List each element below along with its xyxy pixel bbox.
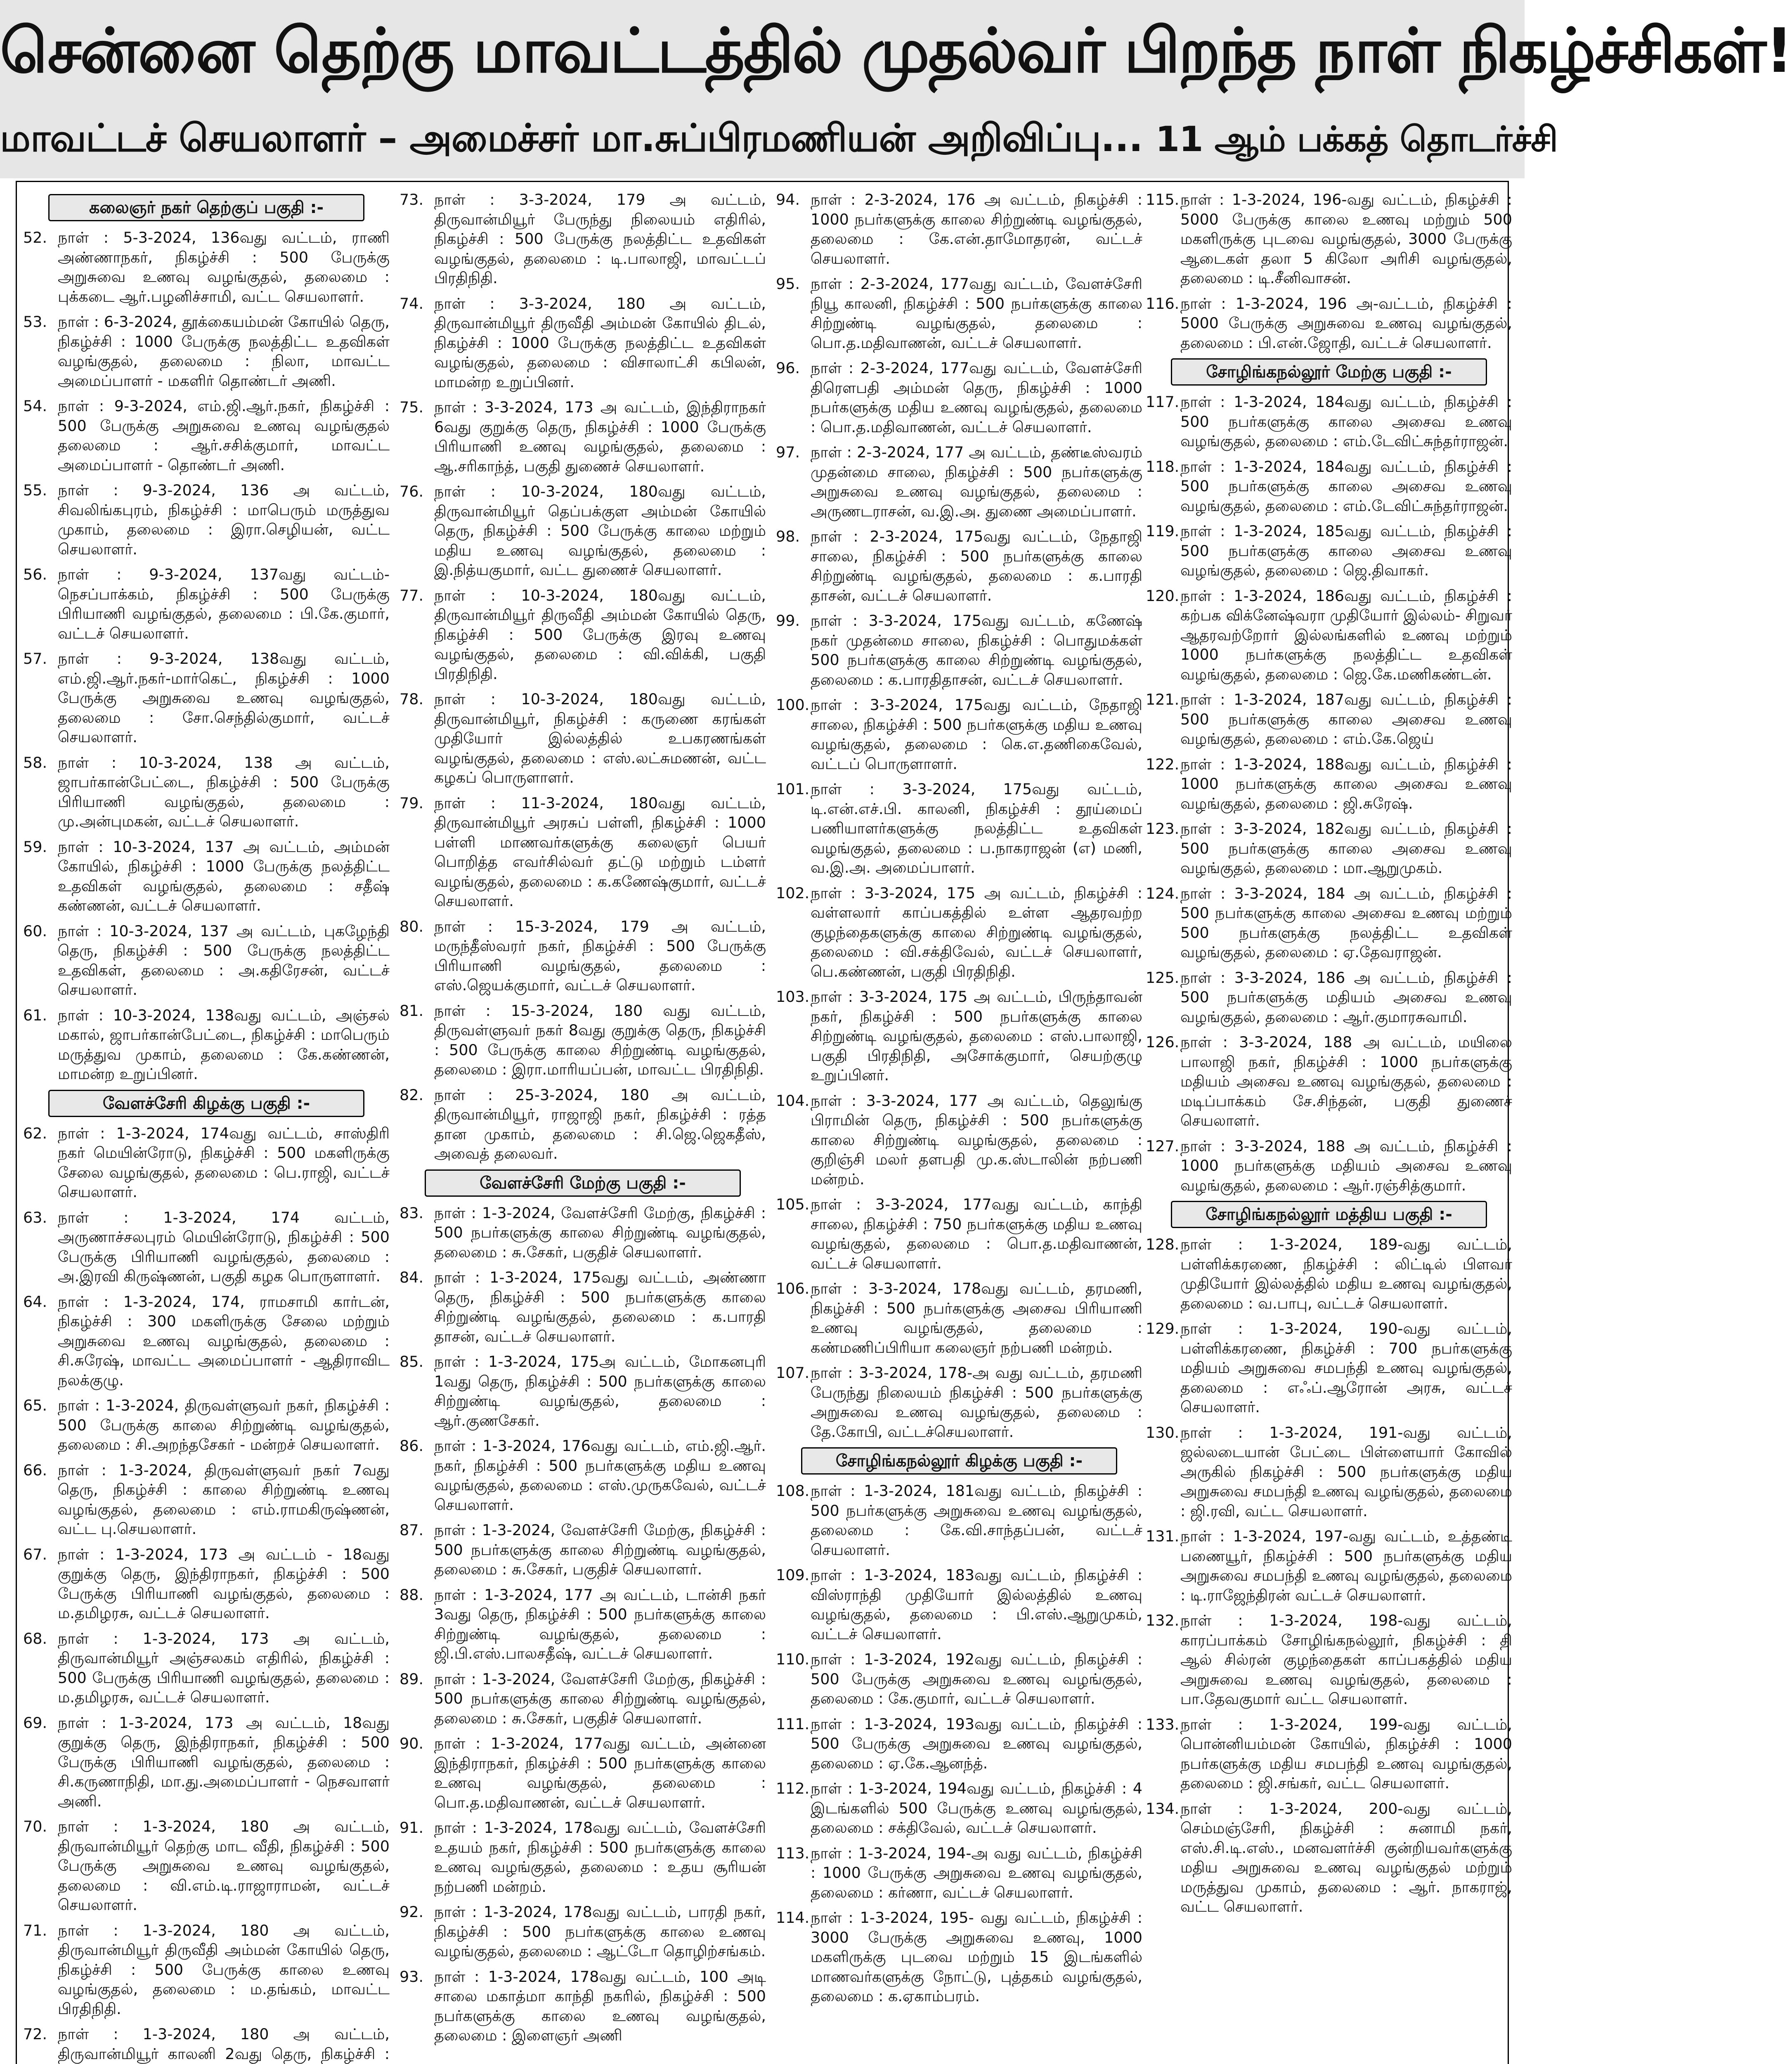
event-text: நாள் : 1-3-2024, 194-அ வது வட்டம், நிகழ்ச்சி : 1000 பேருக்கு அறுசுவை உணவு வழங்குதல், தலைமை : கர்ணா, வட்டச் செயலாளர்.	[811, 1844, 1142, 1901]
event-text: நாள் : 1-3-2024, 180 அ வட்டம், திருவான்மியூர் காலனி 2வது தெரு, நிகழ்ச்சி :	[58, 2025, 390, 2063]
event-number: 55.	[23, 481, 47, 499]
event-text: நாள் : 1-3-2024, 173 அ வட்டம் - 18வது குறுக்கு தெரு, இந்திராநகர், நிகழ்ச்சி : 500 பேருக்கு பிரியாணி வழங்குதல், தலைமை : ம.தமிழரசு, வட்டச் செயலாளர்.	[58, 1545, 390, 1622]
event-number: 114.	[776, 1909, 810, 1927]
event-number: 87.	[400, 1521, 424, 1539]
event-text: நாள் : 1-3-2024, 188வது வட்டம், நிகழ்ச்சி : 1000 நபர்களுக்கு காலை அசைவ உணவு வழங்குதல், தலைமை : ஜி.சுரேஷ்.	[1180, 755, 1512, 812]
event-number: 120.	[1146, 587, 1180, 605]
event-item	[400, 1203, 766, 1262]
column-1	[23, 190, 390, 2064]
event-item	[1146, 1235, 1512, 1313]
event-text: நாள் : 1-3-2024, 175அ வட்டம், மோகனபுரி 1வது தெரு, நிகழ்ச்சி : 500 நபர்களுக்கு காலை சிற்றுண்டி வழங்குதல், தலைமை : ஆர்.குணசேகர்.	[434, 1353, 766, 1430]
event-text: நாள் : 1-3-2024, 177வது வட்டம், அன்னை இந்திராநகர், நிகழ்ச்சி : 500 நபர்களுக்கு காலை உணவு வழங்குதல், தலைமை : பொ.த.மதிவாணன், வட்டச் செயலாளர்.	[434, 1735, 766, 1811]
event-number: 94.	[776, 191, 800, 208]
event-item	[23, 921, 390, 1000]
event-text: நாள் : 1-3-2024, 178வது வட்டம், 100 அடி சாலை மகாத்மா காந்தி நகரில், நிகழ்ச்சி : 500 நபர்களுக்கு காலை உணவு வழங்குதல், தலைமை : இளைஞர் அணி	[434, 1967, 766, 2044]
event-text: நாள் : 10-3-2024, 138வது வட்டம், அஞ்சல் மகால், ஜாபர்கான்பேட்டை, நிகழ்ச்சி : மாபெரும் மருத்துவ முகாம், தலைமை : கே.கண்ணன், மாமன்ற உறுப்பினர்.	[58, 1006, 390, 1083]
event-text: நாள் : 1-3-2024, 193வது வட்டம், நிகழ்ச்சி : 500 பேருக்கு அறுசுவை உணவு வழங்குதல், தலைமை : ஏ.கே.ஆனந்த்.	[811, 1715, 1142, 1772]
event-text: நாள் : 2-3-2024, 177 அ வட்டம், தண்டீஸ்வரம் முதன்மை சாலை, நிகழ்ச்சி : 500 நபர்களுக்கு அறுசுவை உணவு வழங்குதல், தலைமை : அருணடராசன், வ.இ.அ. துணை அமைப்பாளர்.	[811, 443, 1142, 520]
event-number: 89.	[400, 1670, 424, 1688]
event-text: நாள் : 3-3-2024, 175வது வட்டம், நேதாஜி சாலை, நிகழ்ச்சி : 500 நபர்களுக்கு மதிய உணவு வழங்குதல், தலைமை : கெ.எ.தணிகைவேல், வட்டப் பொருளாளர்.	[811, 696, 1142, 773]
event-item	[23, 1817, 390, 1915]
event-number: 90.	[400, 1735, 424, 1752]
event-item	[23, 1124, 390, 1202]
column-4	[1146, 190, 1512, 2064]
event-item	[1146, 1032, 1512, 1131]
event-item	[400, 917, 766, 995]
event-item	[1146, 392, 1512, 451]
event-number: 93.	[400, 1967, 424, 1986]
event-number: 95.	[776, 275, 800, 293]
event-item	[1146, 1136, 1512, 1195]
event-number: 101.	[776, 780, 810, 798]
event-item	[23, 1460, 390, 1539]
event-item	[400, 1734, 766, 1812]
event-number: 59.	[23, 838, 47, 856]
event-number: 65.	[23, 1397, 47, 1414]
event-text: நாள் : 1-3-2024, 174வது வட்டம், சாஸ்திரி நகர் மெயின்ரோடு, நிகழ்ச்சி : 500 மகளிருக்கு சேலை வழங்குதல், தலைமை : பெ.ராஜி, வட்டச் செயலாளர்.	[58, 1124, 390, 1201]
event-number: 60.	[23, 922, 47, 940]
event-number: 134.	[1146, 1799, 1180, 1818]
event-item	[400, 1818, 766, 1896]
event-number: 66.	[23, 1461, 47, 1479]
event-number: 52.	[23, 229, 47, 246]
event-number: 128.	[1146, 1236, 1180, 1253]
event-number: 117.	[1146, 393, 1180, 411]
event-item	[776, 987, 1142, 1085]
event-text: நாள் : 15-3-2024, 179 அ வட்டம், மருந்தீஸ்வரர் நகர், நிகழ்ச்சி : 500 பேருக்கு பிரியாணி வழங்குதல், தலைமை : எஸ்.ஜெயக்குமார், வட்டச் செயலாளர்.	[434, 917, 766, 994]
event-text: நாள் : 1-3-2024, 173 அ வட்டம், திருவான்மியூர் அஞ்சலகம் எதிரில், நிகழ்ச்சி : 500 பேருக்கு பிரியாணி வழங்குதல், தலைமை : ம.தமிழரசு, வட்டச் செயலாளர்.	[58, 1629, 390, 1706]
event-text: நாள் : 1-3-2024, 180 அ வட்டம், திருவான்மியூர் திருவீதி அம்மன் கோயில் தெரு, நிகழ்ச்சி : 500 பேருக்கு காலை உணவு வழங்குதல், தலைமை : ம.தங்கம், மாவட்ட பிரதிநிதி.	[58, 1921, 390, 2018]
event-item	[776, 1195, 1142, 1273]
event-item	[1146, 819, 1512, 878]
event-number: 109.	[776, 1566, 810, 1584]
event-item	[23, 837, 390, 916]
event-text: நாள் : 1-3-2024, 199-வது வட்டம், பொன்னியம்மன் கோயில், நிகழ்ச்சி : 1000 நபர்களுக்கு மதிய சமபந்தி உணவு வழங்குதல், தலைமை : ஜி.சங்கர், வட்ட செயலாளர்.	[1180, 1715, 1512, 1792]
event-item	[400, 793, 766, 911]
event-text: நாள் : 2-3-2024, 177வது வட்டம், வேளச்சேரி நியூ காலனி, நிகழ்ச்சி : 500 நபர்களுக்கு காலை சிற்றுண்டி வழங்குதல், தலைமை : பொ.த.மதிவாணன், வட்டச் செயலாளர்.	[811, 275, 1142, 352]
section-heading: சோழிங்கநல்லூர் மத்திய பகுதி :-	[1171, 1201, 1487, 1228]
event-item	[776, 1714, 1142, 1773]
event-item	[400, 1352, 766, 1430]
event-number: 121.	[1146, 691, 1180, 708]
event-item	[23, 1292, 390, 1390]
event-number: 113.	[776, 1844, 810, 1862]
page-continuation-note: 11 ஆம் பக்கத் தொடர்ச்சி	[1155, 119, 1558, 159]
event-number: 105.	[776, 1195, 810, 1213]
event-number: 106.	[776, 1280, 810, 1297]
event-number: 108.	[776, 1482, 810, 1500]
event-number: 81.	[400, 1001, 424, 1020]
event-item	[23, 2024, 390, 2064]
event-item	[776, 695, 1142, 774]
event-item	[23, 1713, 390, 1811]
event-text: நாள் : 1-3-2024, 180 அ வட்டம், திருவான்மியூர் தெற்கு மாட வீதி, நிகழ்ச்சி : 500 பேருக்கு அறுசுவை உணவு வழங்குதல், தலைமை : வி.எம்.டி.ராஜாராமன், வட்டச் செயலாளர்.	[58, 1818, 390, 1914]
event-item	[776, 1844, 1142, 1903]
event-item	[23, 1545, 390, 1623]
event-item	[776, 1650, 1142, 1709]
event-text: நாள் : 1-3-2024, 200-வது வட்டம், செம்மஞ்சேரி, நிகழ்ச்சி : சுனாமி நகர், எஸ்.சி.டி.எஸ்., மனவளர்ச்சி குன்றியவர்களுக்கு மதிய அறுசுவை உணவு வழங்குதல் மற்றும் மருத்துவ முகாம், தலைமை : ஆர். நாகராஜ், வட்ட செயலாளர்.	[1180, 1799, 1512, 1915]
event-number: 92.	[400, 1903, 424, 1921]
event-number: 119.	[1146, 522, 1180, 540]
event-text: நாள் : 1-3-2024, 187வது வட்டம், நிகழ்ச்சி : 500 நபர்களுக்கு காலை அசைவ உணவு வழங்குதல், தலைமை : எம்.கே.ஜெய்	[1180, 691, 1512, 748]
event-item	[776, 190, 1142, 268]
event-number: 126.	[1146, 1033, 1180, 1051]
event-number: 130.	[1146, 1423, 1180, 1441]
event-text: நாள் : 1-3-2024, 174 வட்டம், அருணாச்சலபுரம் மெயின்ரோடு, நிகழ்ச்சி : 500 பேருக்கு பிரியாணி வழங்குதல், தலைமை : அ.இரவி கிருஷ்ணன், பகுதி கழக பொருளாளர்.	[58, 1208, 390, 1285]
event-item	[400, 689, 766, 788]
event-item	[400, 1268, 766, 1346]
event-number: 62.	[23, 1124, 47, 1142]
event-text: நாள் : 3-3-2024, 177 அ வட்டம், தெலுங்கு பிராமின் தெரு, நிகழ்ச்சி : 500 நபர்களுக்கு காலை சிற்றுண்டி வழங்குதல், தலைமை : குறிஞ்சி மலர் தளபதி மு.க.ஸ்டாலின் நற்பணி மன்றம்.	[811, 1091, 1142, 1188]
section-heading: சோழிங்கநல்லூர் கிழக்கு பகுதி :-	[801, 1447, 1117, 1475]
event-item	[776, 1565, 1142, 1644]
event-text: நாள் : 10-3-2024, 137 அ வட்டம், அம்மன் கோயில், நிகழ்ச்சி : 1000 பேருக்கு நலத்திட்ட உதவிகள் வழங்குதல், தலைமை : சதீஷ் கண்ணன், வட்டச் செயலாளர்.	[58, 838, 390, 914]
event-number: 131.	[1146, 1527, 1180, 1545]
event-text: நாள் : 3-3-2024, 188 அ வட்டம், மயிலை பாலாஜி நகர், நிகழ்ச்சி : 1000 நபர்களுக்கு மதியம் அசைவ உணவு வழங்குதல், தலைமை : மடிப்பாக்கம் சே.சிந்தன், பகுதி துணைச் செயலாளர்.	[1180, 1033, 1512, 1129]
event-text: நாள் : 1-3-2024, திருவள்ளுவர் நகர், நிகழ்ச்சி : 500 பேருக்கு காலை சிற்றுண்டி வழங்குதல், தலைமை : சி.அறந்தசேகர் - மன்றச் செயலாளர்.	[58, 1397, 390, 1453]
event-number: 72.	[23, 2025, 47, 2043]
event-text: நாள் : 2-3-2024, 175வது வட்டம், நேதாஜி சாலை, நிகழ்ச்சி : 500 நபர்களுக்கு காலை சிற்றுண்டி வழங்குதல், தலைமை : க.பாரதி தாசன், வட்டச் செயலாளர்.	[811, 528, 1142, 604]
event-number: 99.	[776, 612, 800, 630]
event-text: நாள் : 1-3-2024, வேளச்சேரி மேற்கு, நிகழ்ச்சி : 500 நபர்களுக்கு காலை சிற்றுண்டி வழங்குதல், தலைமை : சு.சேகர், பகுதிச் செயலாளர்.	[434, 1204, 766, 1261]
event-number: 73.	[400, 191, 424, 208]
event-item	[23, 1208, 390, 1286]
event-number: 103.	[776, 988, 810, 1006]
event-text: நாள் : 5-3-2024, 136வது வட்டம், ராணி அண்ணாநகர், நிகழ்ச்சி : 500 பேருக்கு அறுசுவை உணவு வழங்குதல், தலைமை : புக்கடை ஆர்.பழனிச்சாமி, வட்ட செயலாளர்.	[58, 229, 390, 305]
event-text: நாள் : 2-3-2024, 176 அ வட்டம், நிகழ்ச்சி : 1000 நபர்களுக்கு காலை சிற்றுண்டி வழங்குதல், தலைமை : கே.என்.தாமோதரன், வட்டச் செயலாளர்.	[811, 191, 1142, 267]
event-item	[23, 1629, 390, 1707]
event-number: 100.	[776, 696, 810, 714]
event-item	[1146, 1799, 1512, 1917]
event-item	[400, 190, 766, 288]
section-heading: கலைஞர் நகர் தெற்குப் பகுதி :-	[48, 194, 364, 221]
event-item	[776, 1779, 1142, 1838]
event-number: 122.	[1146, 755, 1180, 773]
column-2	[400, 190, 766, 2064]
section-heading: சோழிங்கநல்லூர் மேற்கு பகுதி :-	[1171, 358, 1487, 386]
event-text: நாள் : 1-3-2024, 184வது வட்டம், நிகழ்ச்சி : 500 நபர்களுக்கு காலை அசைவ உணவு வழங்குதல், தலைமை : எம்.டேவிட்சுந்தர்ராஜன்.	[1180, 393, 1512, 450]
event-number: 124.	[1146, 884, 1180, 902]
event-item	[1146, 1423, 1512, 1521]
event-text: நாள் : 6-3-2024, தூக்கையம்மன் கோயில் தெரு, நிகழ்ச்சி : 1000 பேருக்கு நலத்திட்ட உதவிகள் வழங்குதல், தலைமை : நிலா, மாவட்ட அமைப்பாளர் - மகளிர் தொண்டர் அணி.	[58, 313, 390, 390]
event-item	[776, 1363, 1142, 1441]
event-text: நாள் : 9-3-2024, எம்.ஜி.ஆர்.நகர், நிகழ்ச்சி : 500 பேருக்கு அறுசுவை உணவு வழங்குதல் தலைமை : ஆர்.சசிக்குமார், மாவட்ட அமைப்பாளர் - தொண்டர் அணி.	[58, 397, 390, 474]
event-item	[1146, 521, 1512, 580]
event-text: நாள் : 1-3-2024, 175வது வட்டம், அண்ணா தெரு, நிகழ்ச்சி : 500 நபர்களுக்கு காலை சிற்றுண்டி வழங்குதல், தலைமை : க.பாரதி தாசன், வட்டச் செயலாளர்.	[434, 1269, 766, 1345]
event-text: நாள் : 1-3-2024, 186வது வட்டம், நிகழ்ச்சி : கற்பக விக்னேஷ்வரா முதியோர் இல்லம்- சிறுவர் ஆதரவற்றோர் இல்லங்களில் உணவு மற்றும் 1000 நபர்களுக்கு நலத்திட்ட உதவிகள் வழங்குதல், தலைமை : ஜெ.கே.மணிகண்டன்.	[1180, 587, 1512, 683]
event-item	[1146, 586, 1512, 684]
event-item	[400, 1520, 766, 1579]
event-item	[400, 1001, 766, 1079]
event-text: நாள் : 1-3-2024, 177 அ வட்டம், டான்சி நகர் 3வது தெரு, நிகழ்ச்சி : 500 நபர்களுக்கு காலை சிற்றுண்டி வழங்குதல், தலைமை : ஜி.பி.எஸ்.பாலசதீஷ், வட்டச் செயலாளர்.	[434, 1586, 766, 1662]
event-item	[400, 1085, 766, 1164]
event-number: 77.	[400, 586, 424, 604]
event-item	[776, 443, 1142, 521]
event-text: நாள் : 3-3-2024, 184 அ வட்டம், நிகழ்ச்சி : 500 நபர்களுக்கு காலை அசைவ உணவு மற்றும் 500 நபர்களுக்கு நலத்திட்ட உதவிகள் வழங்குதல், தலைமை : ஏ.தேவராஜன்.	[1180, 884, 1512, 961]
event-number: 125.	[1146, 968, 1180, 987]
event-text: நாள் : 15-3-2024, 180 வது வட்டம், திருவள்ளுவர் நகர் 8வது குறுக்கு தெரு, நிகழ்ச்சி : 500 பேருக்கு காலை சிற்றுண்டி வழங்குதல், தலைமை : இரா.மாரியப்பன், மாவட்ட பிரதிநிதி.	[434, 1001, 766, 1078]
event-text: நாள் : 3-3-2024, 178வது வட்டம், தரமணி, நிகழ்ச்சி : 500 நபர்களுக்கு அசைவ பிரியாணி உணவு வழங்குதல், தலைமை : கண்மணிப்பிரியா கலைஞர் நற்பணி மன்றம்.	[811, 1280, 1142, 1356]
event-item	[400, 398, 766, 476]
event-text: நாள் : 1-3-2024, 191-வது வட்டம், ஜல்லடையான் பேட்டை பிள்ளையார் கோவில் அருகில் நிகழ்ச்சி : 500 நபர்களுக்கு மதிய அறுசுவை சமபந்தி உணவு வழங்குதல், தலைமை : ஜி.ரவி, வட்ட செயலாளர்.	[1180, 1423, 1512, 1520]
event-number: 54.	[23, 397, 47, 415]
event-number: 91.	[400, 1819, 424, 1837]
event-number: 57.	[23, 650, 47, 667]
event-number: 74.	[400, 294, 424, 312]
event-text: நாள் : 1-3-2024, வேளச்சேரி மேற்கு, நிகழ்ச்சி : 500 நபர்களுக்கு காலை சிற்றுண்டி வழங்குதல், தலைமை : சு.சேகர், பகுதிச் செயலாளர்.	[434, 1521, 766, 1578]
event-item	[1146, 1319, 1512, 1417]
event-text: நாள் : 3-3-2024, 173 அ வட்டம், இந்திராநகர் 6வது குறுக்கு தெரு, நிகழ்ச்சி : 1000 பேருக்கு பிரியாணி உணவு வழங்குதல், தலைமை : ஆ.சரிகாந்த், பகுதி துணைச் செயலாளர்.	[434, 398, 766, 475]
event-item	[23, 1006, 390, 1084]
event-text: நாள் : 1-3-2024, திருவள்ளுவர் நகர் 7வது தெரு, நிகழ்ச்சி : காலை சிற்றுண்டி உணவு வழங்குதல், தலைமை : எம்.ராமகிருஷ்ணன், வட்ட பு.செயலாளர்.	[58, 1461, 390, 1538]
event-number: 71.	[23, 1921, 47, 1939]
event-item	[776, 1908, 1142, 2006]
headline: சென்னை தெற்கு மாவட்டத்தில் முதல்வர் பிறந்த நாள் நிகழ்ச்சிகள்!	[0, 15, 1792, 86]
event-number: 53.	[23, 313, 47, 331]
event-item	[776, 1279, 1142, 1357]
event-number: 83.	[400, 1204, 424, 1222]
event-text: நாள் : 11-3-2024, 180வது வட்டம், திருவான்மியூர் அரசுப் பள்ளி, நிகழ்ச்சி : 1000 பள்ளி மாணவர்களுக்கு கலைஞர் பெயர் பொறித்த எவர்சில்வர் தட்டு மற்றும் டம்ளர் வழங்குதல், தலைமை : க.கணேஷ்குமார், வட்டச் செயலாளர்.	[434, 794, 766, 910]
event-item	[1146, 457, 1512, 516]
event-number: 97.	[776, 443, 800, 461]
event-item	[776, 611, 1142, 689]
event-text: நாள் : 3-3-2024, 182வது வட்டம், நிகழ்ச்சி : 500 நபர்களுக்கு காலை அசைவ உணவு வழங்குதல், தலைமை : மா.ஆறுமுகம்.	[1180, 820, 1512, 877]
column-3	[776, 190, 1142, 2064]
event-item	[23, 1921, 390, 2019]
event-number: 63.	[23, 1208, 47, 1226]
event-item	[23, 649, 390, 747]
event-text: நாள் : 1-3-2024, 183வது வட்டம், நிகழ்ச்சி : விஸ்ராந்தி முதியோர் இல்லத்தில் உணவு வழங்குதல், தலைமை : பி.எஸ்.ஆறுமுகம், வட்டச் செயலாளர்.	[811, 1566, 1142, 1643]
event-number: 80.	[400, 917, 424, 935]
section-heading: வேளச்சேரி கிழக்கு பகுதி :-	[48, 1090, 364, 1117]
event-text: நாள் : 1-3-2024, 174, ராமசாமி கார்டன், நிகழ்ச்சி : 300 மகளிருக்கு சேலை மற்றும் அறுசுவை உணவு வழங்குதல், தலைமை : சி.சுரேஷ், மாவட்ட அமைப்பாளர் - ஆதிராவிட நலக்குழு.	[58, 1292, 390, 1389]
event-text: நாள் : 10-3-2024, 180வது வட்டம், திருவான்மியூர் தெப்பக்குள அம்மன் கோயில் தெரு, நிகழ்ச்சி : 500 பேருக்கு காலை மற்றும் மதிய உணவு வழங்குதல், தலைமை : இ.நித்யகுமார், வட்ட துணைச் செயலாளர்.	[434, 483, 766, 579]
event-number: 110.	[776, 1650, 810, 1668]
event-text: நாள் : 1-3-2024, 178வது வட்டம், வேளச்சேரி உதயம் நகர், நிகழ்ச்சி : 500 நபர்களுக்கு காலை உணவு வழங்குதல், தலைமை : உதய சூரியன் நற்பணி மன்றம்.	[434, 1819, 766, 1896]
event-item	[776, 883, 1142, 982]
event-text: நாள் : 1-3-2024, 197-வது வட்டம், உத்தண்டி பணையூர், நிகழ்ச்சி : 500 நபர்களுக்கு மதிய அறுசுவை சமபந்தி உணவு வழங்குதல், தலைமை : டி.ராஜேந்திரன் வட்டச் செயலாளர்.	[1180, 1527, 1512, 1604]
event-text: நாள் : 3-3-2024, 188 அ வட்டம், நிகழ்ச்சி : 1000 நபர்களுக்கு மதியம் அசைவ உணவு வழங்குதல், தலைமை : ஆர்.ரஞ்சித்குமார்.	[1180, 1137, 1512, 1194]
event-item	[23, 396, 390, 475]
event-text: நாள் : 1-3-2024, 184வது வட்டம், நிகழ்ச்சி : 500 நபர்களுக்கு காலை அசைவ உணவு வழங்குதல், தலைமை : எம்.டேவிட்சுந்தர்ராஜன்.	[1180, 457, 1512, 515]
event-number: 75.	[400, 398, 424, 416]
event-item	[23, 565, 390, 643]
event-item	[400, 1967, 766, 2045]
event-item	[776, 358, 1142, 437]
event-item	[1146, 968, 1512, 1027]
event-item	[1146, 1527, 1512, 1605]
event-text: நாள் : 3-3-2024, 180 அ வட்டம், திருவான்மியூர் திருவீதி அம்மன் கோயில் திடல், நிகழ்ச்சி : 1000 பேருக்கு நலத்திட்ட உதவிகள் வழங்குதல், தலைமை : விசாலாட்சி கபிலன், மாமன்ற உறுப்பினர்.	[434, 294, 766, 391]
section-heading: வேளச்சேரி மேற்கு பகுதி :-	[425, 1169, 741, 1197]
event-number: 56.	[23, 566, 47, 583]
event-text: நாள் : 1-3-2024, 185வது வட்டம், நிகழ்ச்சி : 500 நபர்களுக்கு காலை அசைவ உணவு வழங்குதல், தலைமை : ஜெ.திவாகர்.	[1180, 522, 1512, 579]
event-number: 68.	[23, 1629, 47, 1647]
event-number: 116.	[1146, 294, 1180, 312]
event-text: நாள் : 3-3-2024, 175வது வட்டம், டி.என்.எச்.பி. காலனி, நிகழ்ச்சி : தூய்மைப் பணியாளர்களுக்கு நலத்திட்ட உதவிகள் வழங்குதல், தலைமை : ப.நாகராஜன் (எ) மணி, வ.இ.அ. அமைப்பாளர்.	[811, 780, 1142, 876]
event-number: 102.	[776, 884, 810, 902]
event-text: நாள் : 3-3-2024, 178-அ வது வட்டம், தரமணி பேருந்து நிலையம் நிகழ்ச்சி : 500 நபர்களுக்கு அறுசுவை உணவு வழங்குதல், தலைமை : தே.கோபி, வட்டச்செயலாளர்.	[811, 1364, 1142, 1441]
event-text: நாள் : 10-3-2024, 137 அ வட்டம், புகழேந்தி தெரு, நிகழ்ச்சி : 500 பேருக்கு நலத்திட்ட உதவிகள், தலைமை : அ.கதிரேசன், வட்டச் செயலாளர்.	[58, 922, 390, 999]
event-text: நாள் : 3-3-2024, 186 அ வட்டம், நிகழ்ச்சி : 500 நபர்களுக்கு மதியம் அசைவ உணவு வழங்குதல், தலைமை : ஆர்.குமாரசுவாமி.	[1180, 968, 1512, 1026]
event-number: 85.	[400, 1353, 424, 1370]
event-item	[400, 294, 766, 392]
event-text: நாள் : 1-3-2024, வேளச்சேரி மேற்கு, நிகழ்ச்சி : 500 நபர்களுக்கு காலை சிற்றுண்டி வழங்குதல், தலைமை : சு.சேகர், பகுதிச் செயலாளர்.	[434, 1670, 766, 1727]
event-item	[400, 1436, 766, 1515]
event-number: 107.	[776, 1364, 810, 1382]
event-text: நாள் : 10-3-2024, 180வது வட்டம், திருவான்மியூர், நிகழ்ச்சி : கருணை கரங்கள் முதியோர் இல்லத்தில் உபகரணங்கள் வழங்குதல், தலைமை : எஸ்.லட்சுமணன், வட்ட கழகப் பொருளாளர்.	[434, 690, 766, 786]
event-number: 84.	[400, 1269, 424, 1286]
event-text: நாள் : 10-3-2024, 180வது வட்டம், திருவான்மியூர் திருவீதி அம்மன் கோயில் தெரு, நிகழ்ச்சி : 500 பேருக்கு இரவு உணவு வழங்குதல், தலைமை : வி.விக்கி, பகுதி பிரதிநிதி.	[434, 586, 766, 683]
event-text: நாள் : 1-3-2024, 190-வது வட்டம், பள்ளிக்கரணை, நிகழ்ச்சி : 700 நபர்களுக்கு மதியம் அறுசுவை சமபந்தி உணவு வழங்குதல், தலைமை : எஃப்.ஆரோன் அரசு, வட்டச் செயலாளர்.	[1180, 1320, 1512, 1416]
event-text: நாள் : 1-3-2024, 195- வது வட்டம், நிகழ்ச்சி : 3000 பேருக்கு அறுசுவை உணவு, 1000 மகளிருக்கு புடவை மற்றும் 15 இடங்களில் மாணவர்களுக்கு நோட்டு, புத்தகம் வழங்குதல், தலைமை : க.ஏகாம்பரம்.	[811, 1909, 1142, 2005]
event-number: 58.	[23, 753, 47, 772]
event-item	[776, 527, 1142, 605]
event-text: நாள் : 9-3-2024, 138வது வட்டம், எம்.ஜி.ஆர்.நகர்-மார்கெட், நிகழ்ச்சி : 1000 பேருக்கு அறுசுவை உணவு வழங்குதல், தலைமை : சோ.செந்தில்குமார், வட்டச் செயலாளர்.	[58, 650, 390, 746]
event-text: நாள் : 10-3-2024, 138 அ வட்டம், ஜாபர்கான்பேட்டை, நிகழ்ச்சி : 500 பேருக்கு பிரியாணி வழங்குதல், தலைமை : மு.அன்புமகன், வட்டச் செயலாளர்.	[58, 753, 390, 830]
event-item	[1146, 294, 1512, 353]
event-item	[23, 1396, 390, 1455]
event-item	[776, 274, 1142, 353]
event-number: 129.	[1146, 1320, 1180, 1337]
event-item	[400, 1585, 766, 1664]
event-text: நாள் : 3-3-2024, 177வது வட்டம், காந்தி சாலை, நிகழ்ச்சி : 750 நபர்களுக்கு மதிய உணவு வழங்குதல், தலைமை : பொ.த.மதிவாணன், வட்டச் செயலாளர்.	[811, 1195, 1142, 1272]
event-number: 98.	[776, 528, 800, 545]
event-item	[1146, 690, 1512, 749]
event-number: 112.	[776, 1780, 810, 1797]
event-number: 70.	[23, 1818, 47, 1835]
event-text: நாள் : 1-3-2024, 198-வது வட்டம், காரப்பாக்கம் சோழிங்கநல்லூர், நிகழ்ச்சி : தி ஆல் சில்ரன் குழந்தைகள் காப்பகத்தில் மதிய அறுசுவை உணவு வழங்குதல், தலைமை : பா.தேவகுமார் வட்ட செயலாளர்.	[1180, 1612, 1512, 1708]
masthead	[0, 0, 1792, 178]
event-item	[1146, 190, 1512, 288]
event-number: 96.	[776, 359, 800, 377]
event-text: நாள் : 3-3-2024, 175வது வட்டம், கணேஷ் நகர் முதன்மை சாலை, நிகழ்ச்சி : பொதுமக்கள் 500 நபர்களுக்கு காலை சிற்றுண்டி வழங்குதல், தலைமை : க.பாரதிதாசன், வட்டச் செயலாளர்.	[811, 612, 1142, 689]
event-text: நாள் : 1-3-2024, 196-வது வட்டம், நிகழ்ச்சி : 5000 பேருக்கு காலை உணவு மற்றும் 500 மகளிருக்கு புடவை வழங்குதல், 3000 பேருக்கு ஆடைகள் தலா 5 கிலோ அரிசி வழங்குதல், தலைமை : டி.சீனிவாசன்.	[1180, 191, 1512, 287]
event-text: நாள் : 1-3-2024, 194வது வட்டம், நிகழ்ச்சி : 4 இடங்களில் 500 பேருக்கு உணவு வழங்குதல், தலைமை : சக்திவேல், வட்டச் செயலாளர்.	[811, 1780, 1142, 1837]
event-number: 111.	[776, 1715, 810, 1733]
event-text: நாள் : 1-3-2024, 173 அ வட்டம், 18வது குறுக்கு தெரு, இந்திராநகர், நிகழ்ச்சி : 500 பேருக்கு பிரியாணி வழங்குதல், தலைமை : சி.கருணாநிதி, மா.து.அமைப்பாளர் - நெசவாளர் அணி.	[58, 1714, 390, 1810]
event-text: நாள் : 1-3-2024, 192வது வட்டம், நிகழ்ச்சி : 500 பேருக்கு அறுசுவை உணவு வழங்குதல், தலைமை : கே.குமார், வட்டச் செயலாளர்.	[811, 1650, 1142, 1707]
event-number: 76.	[400, 483, 424, 500]
event-number: 78.	[400, 690, 424, 708]
event-number: 82.	[400, 1086, 424, 1104]
event-number: 123.	[1146, 820, 1180, 838]
event-text: நாள் : 3-3-2024, 179 அ வட்டம், திருவான்மியூர் பேருந்து நிலையம் எதிரில், நிகழ்ச்சி : 500 பேருக்கு நலத்திட்ட உதவிகள் வழங்குதல், தலைமை : டி.பாலாஜி, மாவட்டப் பிரதிநிதி.	[434, 191, 766, 287]
event-item	[400, 1902, 766, 1961]
event-number: 86.	[400, 1437, 424, 1455]
event-text: நாள் : 1-3-2024, 189-வது வட்டம், பள்ளிக்கரணை, நிகழ்ச்சி : லிட்டில் பிளவர் முதியோர் இல்லத்தில் மதிய உணவு வழங்குதல், தலைமை : வ.பாபு, வட்டச் செயலாளர்.	[1180, 1236, 1512, 1312]
event-number: 132.	[1146, 1612, 1180, 1629]
event-item	[23, 312, 390, 391]
event-number: 67.	[23, 1545, 47, 1563]
event-number: 127.	[1146, 1137, 1180, 1155]
event-text: நாள் : 9-3-2024, 137வது வட்டம்- நெசப்பாக்கம், நிகழ்ச்சி : 500 பேருக்கு பிரியாணி வழங்குதல், தலைமை : பி.கே.குமார், வட்டச் செயலாளர்.	[58, 566, 390, 642]
event-item	[1146, 1715, 1512, 1793]
subheadline-row	[0, 111, 1558, 166]
event-number: 115.	[1146, 191, 1180, 208]
event-text: நாள் : 9-3-2024, 136 அ வட்டம், சிவலிங்கபுரம், நிகழ்ச்சி : மாபெரும் மருத்துவ முகாம், தலைமை : இரா.செழியன், வட்ட செயலாளர்.	[58, 481, 390, 558]
event-number: 118.	[1146, 457, 1180, 476]
event-item	[23, 753, 390, 831]
event-item	[776, 1481, 1142, 1560]
subheadline: மாவட்டச் செயலாளர் – அமைச்சர் மா.சுப்பிரமணியன் அறிவிப்பு...	[0, 116, 1143, 160]
event-number: 64.	[23, 1292, 47, 1311]
event-text: நாள் : 1-3-2024, 196 அ-வட்டம், நிகழ்ச்சி : 5000 பேருக்கு அறுசுவை உணவு வழங்குதல், தலைமை : பி.என்.ஜோதி, வட்டச் செயலாளர்.	[1180, 294, 1512, 352]
event-number: 69.	[23, 1714, 47, 1732]
event-number: 88.	[400, 1586, 424, 1604]
event-item	[776, 1091, 1142, 1189]
event-number: 104.	[776, 1091, 810, 1110]
event-item	[23, 480, 390, 559]
event-item	[400, 482, 766, 580]
event-item	[1146, 1611, 1512, 1709]
event-text: நாள் : 2-3-2024, 177வது வட்டம், வேளச்சேரி திரௌபதி அம்மன் தெரு, நிகழ்ச்சி : 1000 நபர்களுக்கு மதிய உணவு வழங்குதல், தலைமை : பொ.த.மதிவாணன், வட்டச் செயலாளர்.	[811, 359, 1142, 436]
event-text: நாள் : 3-3-2024, 175 அ வட்டம், பிருந்தாவன் நகர், நிகழ்ச்சி : 500 நபர்களுக்கு காலை சிற்றுண்டி வழங்குதல், தலைமை : எஸ்.பாலாஜி, பகுதி பிரதிநிதி, அசோக்குமார், செயற்குழு உறுப்பினர்.	[811, 988, 1142, 1084]
event-item	[400, 586, 766, 684]
event-text: நாள் : 1-3-2024, 181வது வட்டம், நிகழ்ச்சி : 500 நபர்களுக்கு அறுசுவை உணவு வழங்குதல், தலைமை : கே.வி.சாந்தப்பன், வட்டச் செயலாளர்.	[811, 1482, 1142, 1559]
event-number: 61.	[23, 1006, 47, 1024]
event-item	[23, 228, 390, 306]
event-item	[400, 1669, 766, 1728]
event-text: நாள் : 1-3-2024, 176வது வட்டம், எம்.ஜி.ஆர். நகர், நிகழ்ச்சி : 500 நபர்களுக்கு மதிய உணவு வழங்குதல், தலைமை : எஸ்.முருகவேல், வட்டச் செயலாளர்.	[434, 1437, 766, 1514]
event-number: 133.	[1146, 1715, 1180, 1733]
event-item	[1146, 884, 1512, 962]
event-item	[776, 779, 1142, 878]
event-text: நாள் : 1-3-2024, 178வது வட்டம், பாரதி நகர், நிகழ்ச்சி : 500 நபர்களுக்கு காலை உணவு வழங்குதல், தலைமை : ஆட்டோ தொழிற்சங்கம்.	[434, 1903, 766, 1960]
event-number: 79.	[400, 794, 424, 812]
event-text: நாள் : 3-3-2024, 175 அ வட்டம், நிகழ்ச்சி : வள்ளலார் காப்பகத்தில் உள்ள ஆதரவற்ற குழந்தைகளுக்கு காலை சிற்றுண்டி வழங்குதல், தலைமை : வி.சக்திவேல், வட்டச் செயலாளர், பெ.கண்ணன், பகுதி பிரதிநிதி.	[811, 884, 1142, 980]
event-text: நாள் : 25-3-2024, 180 அ வட்டம், திருவான்மியூர், ராஜாஜி நகர், நிகழ்ச்சி : ரத்த தான முகாம், தலைமை : சி.ஜெ.ஜெகதீஸ், அவைத் தலைவர்.	[434, 1086, 766, 1162]
event-item	[1146, 755, 1512, 814]
